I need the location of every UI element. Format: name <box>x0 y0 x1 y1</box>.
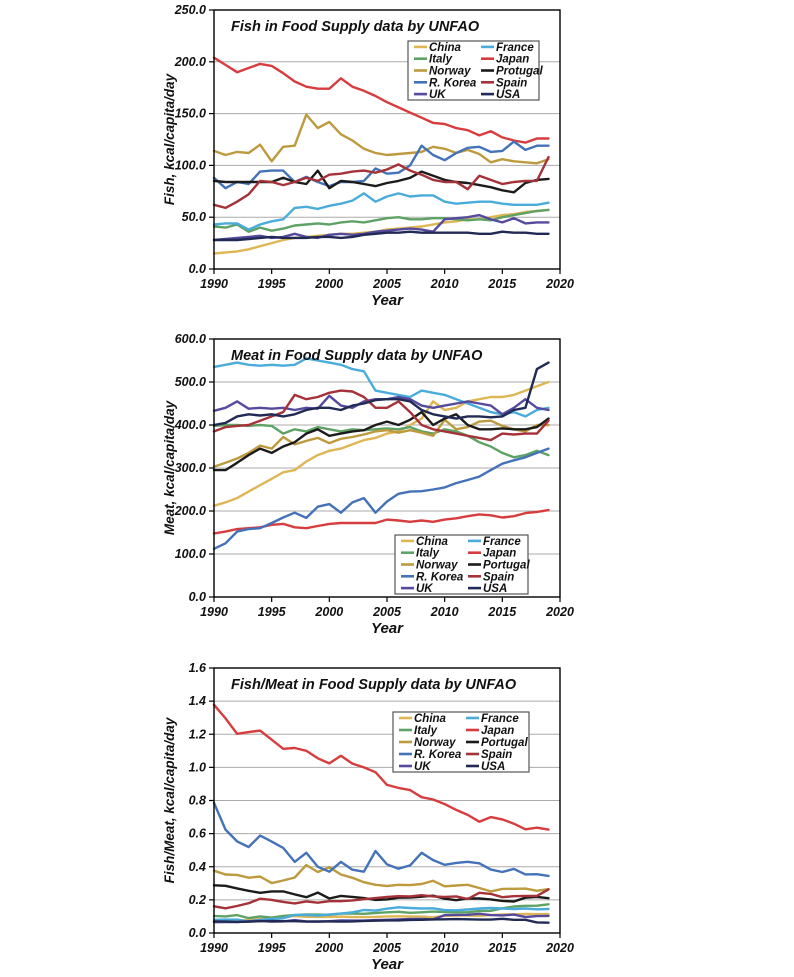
x-tick-label: 2010 <box>430 605 459 619</box>
x-axis-title: Year <box>371 292 403 309</box>
y-tick-label: 200.0 <box>174 54 206 69</box>
series-portugal-line <box>214 412 549 470</box>
legend-label: Italy <box>414 725 438 737</box>
y-tick-label: 300.0 <box>174 461 206 475</box>
x-tick-label: 2000 <box>315 941 344 955</box>
x-tick-label: 2000 <box>315 605 344 619</box>
chart-title: Fish in Food Supply data by UNFAO <box>231 19 480 35</box>
legend-label: USA <box>481 761 506 773</box>
y-tick-label: 50.0 <box>181 210 206 225</box>
x-tick-label: 2015 <box>488 941 517 955</box>
chart-title: Fish/Meat in Food Supply data by UNFAO <box>231 677 517 693</box>
series-japan-line <box>214 510 549 533</box>
x-tick-label: 2015 <box>488 277 517 291</box>
x-tick-label: 2005 <box>373 941 401 955</box>
legend-label: Italy <box>429 53 453 66</box>
x-tick-label: 1995 <box>257 605 286 619</box>
y-tick-label: 0.6 <box>188 826 206 841</box>
fish-chart <box>162 3 574 309</box>
series-norway-line <box>214 420 549 467</box>
legend-label: Japan <box>496 53 530 66</box>
series-norway-line <box>214 115 549 164</box>
y-tick-label: 0.2 <box>188 892 206 907</box>
legend-label: Spain <box>483 571 515 584</box>
x-tick-label: 1990 <box>200 277 228 291</box>
legend-label: France <box>496 41 534 54</box>
x-tick-label: 1990 <box>200 605 228 619</box>
legend-label: UK <box>414 761 431 773</box>
x-tick-label: 2000 <box>315 277 344 291</box>
legend-label: USA <box>496 89 521 102</box>
y-tick-label: 0.0 <box>188 590 206 604</box>
series-norway-line <box>214 865 549 891</box>
legend <box>395 535 530 595</box>
y-tick-label: 1.6 <box>188 661 206 675</box>
series-r-korea-line <box>214 803 549 876</box>
x-tick-label: 1990 <box>200 941 228 955</box>
y-tick-label: 500.0 <box>174 375 206 389</box>
legend-label: UK <box>416 583 433 596</box>
legend-label: China <box>414 713 446 725</box>
meat-chart <box>162 332 574 637</box>
series-r-korea-line <box>214 449 549 549</box>
legend-label: France <box>481 713 519 725</box>
x-tick-label: 2020 <box>546 277 574 291</box>
x-tick-label: 2005 <box>373 605 401 619</box>
legend-label: Japan <box>483 547 517 560</box>
y-axis-title: Meat, kcal/capita/day <box>162 400 177 536</box>
x-axis-title: Year <box>371 620 403 637</box>
y-tick-label: 250.0 <box>174 3 206 17</box>
legend-label: R. Korea <box>414 749 462 761</box>
legend-label: France <box>483 535 521 548</box>
legend-label: Italy <box>416 547 440 560</box>
legend-label: Spain <box>496 77 528 90</box>
x-tick-label: 2020 <box>546 605 574 619</box>
y-tick-label: 1.0 <box>188 760 206 775</box>
y-tick-label: 0.0 <box>188 262 206 276</box>
y-tick-label: 0.0 <box>188 926 206 940</box>
x-axis-title: Year <box>371 956 403 973</box>
legend-label: Protugal <box>496 65 543 78</box>
fish-meat-ratio-chart <box>162 661 574 973</box>
legend <box>393 712 529 773</box>
legend <box>408 41 543 101</box>
x-tick-label: 2020 <box>546 941 574 955</box>
y-tick-label: 1.4 <box>188 694 206 709</box>
y-tick-label: 600.0 <box>174 332 206 346</box>
y-axis-title: Fish/Meat, kcal/capita/day <box>162 717 177 884</box>
y-tick-label: 0.8 <box>188 793 206 808</box>
x-tick-label: 1995 <box>257 277 286 291</box>
legend-label: Norway <box>416 559 458 572</box>
y-tick-label: 0.4 <box>188 859 206 874</box>
x-tick-label: 2010 <box>430 941 459 955</box>
y-tick-label: 100.0 <box>174 547 206 561</box>
legend-label: Norway <box>429 65 471 78</box>
y-tick-label: 150.0 <box>174 106 206 121</box>
legend-label: Portugal <box>483 559 530 572</box>
legend-label: USA <box>483 583 508 596</box>
legend-label: R. Korea <box>429 77 477 90</box>
x-tick-label: 2010 <box>430 277 459 291</box>
y-tick-label: 1.2 <box>188 727 206 742</box>
legend-label: Spain <box>481 749 513 761</box>
y-axis-title: Fish, kcal/capita/day <box>162 73 177 206</box>
legend-label: China <box>429 41 461 54</box>
series-france-line <box>214 193 549 229</box>
legend-label: China <box>416 535 448 548</box>
legend-label: R. Korea <box>416 571 464 584</box>
y-tick-label: 400.0 <box>174 418 206 432</box>
x-tick-label: 2005 <box>373 277 401 291</box>
chart-title: Meat in Food Supply data by UNFAO <box>231 348 483 364</box>
legend-label: Norway <box>414 737 456 749</box>
legend-label: UK <box>429 89 446 102</box>
y-tick-label: 200.0 <box>174 504 206 518</box>
legend-label: Portugal <box>481 737 528 749</box>
x-tick-label: 2015 <box>488 605 517 619</box>
y-tick-label: 100.0 <box>174 158 206 173</box>
legend-label: Japan <box>481 725 515 737</box>
x-tick-label: 1995 <box>257 941 286 955</box>
series-usa-line <box>214 363 549 425</box>
